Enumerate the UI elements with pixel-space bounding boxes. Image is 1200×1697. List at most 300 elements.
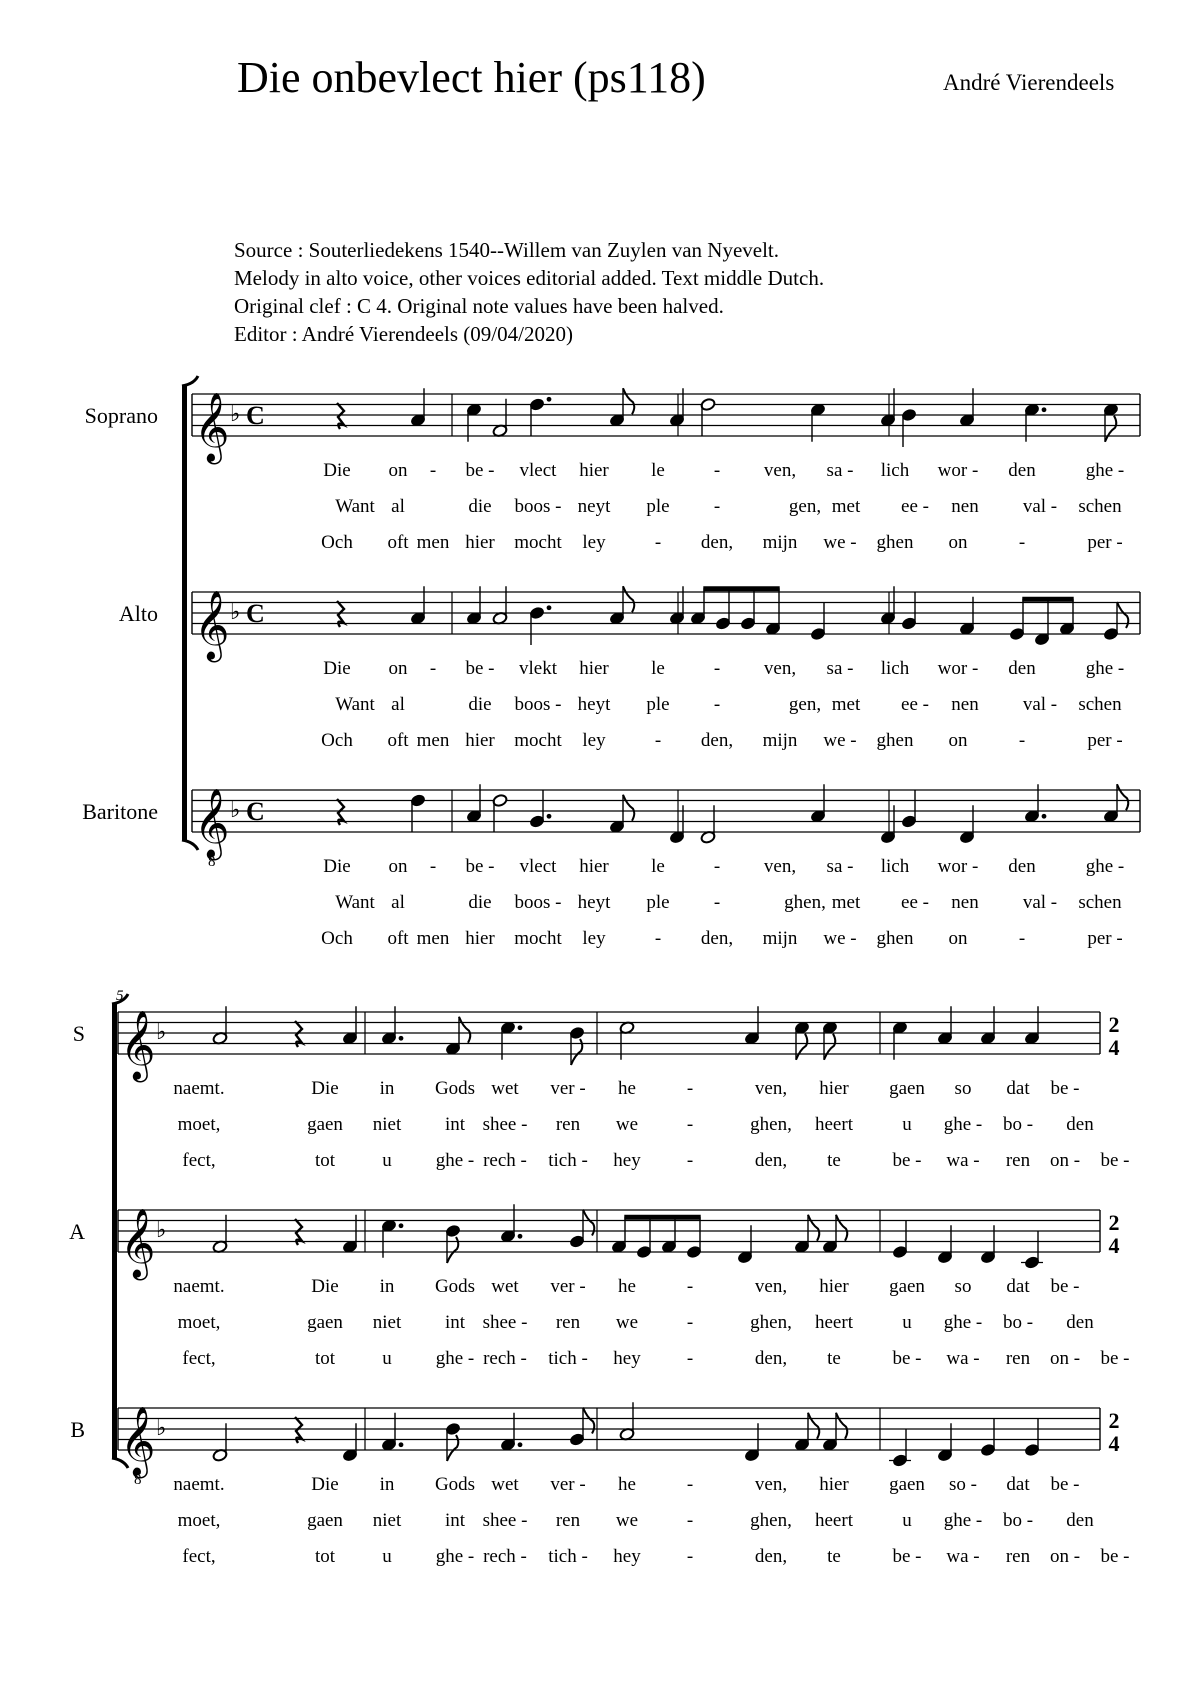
lyric-syllable: gaen [307, 1312, 343, 1333]
time-signature: C [246, 599, 265, 628]
lyric-syllable: rech - [483, 1348, 527, 1369]
clef-octave-mark: 8 [208, 854, 216, 870]
lyric-syllable: tich - [548, 1546, 588, 1567]
lyric-syllable: - [686, 1150, 694, 1171]
lyric-syllable: den, [754, 1546, 788, 1567]
lyric-syllable: gaen [307, 1114, 343, 1135]
voice-label: Alto [118, 601, 158, 626]
lyric-syllable: neyt [577, 496, 611, 517]
lyric-syllable: hier [579, 460, 609, 481]
lyric-syllable: vlect [519, 856, 557, 877]
lyric-syllable: ren [1005, 1546, 1031, 1567]
voice-label: Soprano [84, 403, 158, 428]
lyric-syllable: mijn [762, 730, 798, 751]
time-change-bottom: 4 [1108, 1431, 1120, 1456]
lyric-syllable: ley [582, 928, 606, 949]
lyric-syllable: wor - [937, 658, 979, 679]
lyric-syllable: ver - [550, 1474, 586, 1495]
lyric-syllable: val - [1022, 892, 1058, 913]
augmentation-dot [399, 1442, 404, 1447]
lyric-syllable: le [651, 856, 665, 877]
lyric-syllable: - [686, 1510, 694, 1531]
lyric-syllable: ghen, [750, 1312, 792, 1333]
augmentation-dot [399, 1223, 404, 1228]
lyric-syllable: Die [311, 1078, 339, 1099]
lyric-syllable: rech - [483, 1150, 527, 1171]
lyric-syllable: ren [1005, 1150, 1031, 1171]
lyric-syllable: ven, [763, 460, 797, 481]
lyric-syllable: Die [323, 658, 351, 679]
voice-label: A [69, 1219, 85, 1244]
lyric-syllable: naemt. [173, 1276, 225, 1297]
lyric-syllable: be - [1050, 1276, 1080, 1297]
eighth-flag [459, 1017, 470, 1043]
lyric-syllable: per - [1087, 928, 1123, 949]
lyric-syllable: gaen [889, 1276, 925, 1297]
lyric-syllable: we - [823, 928, 857, 949]
lyric-syllable: sa - [826, 460, 854, 481]
lyric-syllable: on - [1049, 1150, 1081, 1171]
lyric-syllable: naemt. [173, 1474, 225, 1495]
lyric-syllable: boos - [514, 496, 562, 517]
lyric-syllable: rech - [483, 1546, 527, 1567]
lyric-syllable: be - [465, 658, 495, 679]
lyric-syllable: hier [579, 658, 609, 679]
lyric-syllable: in [379, 1078, 395, 1099]
lyric-syllable: - [686, 1312, 694, 1333]
lyric-syllable: - [713, 856, 721, 877]
lyric-syllable: Want [335, 694, 375, 715]
lyric-syllable: gen, [788, 496, 822, 517]
lyric-syllable: per - [1087, 730, 1123, 751]
flat-sign: ♭ [230, 402, 241, 427]
eighth-flag [808, 1215, 819, 1241]
lyric-syllable: so [954, 1276, 972, 1297]
lyric-syllable: heyt [577, 892, 611, 913]
lyric-syllable: den [1066, 1114, 1094, 1135]
lyric-syllable: be - [1100, 1546, 1130, 1567]
voice-label: B [70, 1417, 85, 1442]
lyric-syllable: heyt [577, 694, 611, 715]
lyric-syllable: ghe - [1085, 856, 1125, 877]
beam [703, 586, 779, 591]
composer: André Vierendeels [943, 70, 1115, 95]
page-title: Die onbevlect hier (ps118) [237, 53, 706, 102]
lyric-syllable: int [444, 1114, 466, 1135]
lyric-syllable: oft [387, 730, 409, 751]
lyric-syllable: al [391, 892, 405, 913]
lyric-syllable: - [713, 892, 721, 913]
lyric-syllable: gen, [788, 694, 822, 715]
lyric-syllable: he [618, 1276, 636, 1297]
lyric-syllable: wet [491, 1474, 519, 1495]
lyric-syllable: int [444, 1312, 466, 1333]
lyric-syllable: - [654, 730, 662, 751]
lyric-syllable: fect, [182, 1348, 216, 1369]
lyric-syllable: ghen [876, 532, 914, 553]
lyric-syllable: - [686, 1474, 694, 1495]
lyric-syllable: he [618, 1474, 636, 1495]
lyric-syllable: - [686, 1078, 694, 1099]
lyric-syllable: den [1008, 658, 1036, 679]
flat-sign: ♭ [156, 1020, 167, 1045]
lyric-syllable: ee - [901, 496, 929, 517]
lyric-syllable: gaen [889, 1474, 925, 1495]
lyric-syllable: mocht [514, 532, 562, 553]
lyric-syllable: be - [892, 1348, 922, 1369]
lyric-syllable: on - [1049, 1546, 1081, 1567]
flat-sign: ♭ [156, 1416, 167, 1441]
lyric-syllable: tot [314, 1348, 336, 1369]
treble-clef-icon: 𝄞 [194, 590, 230, 660]
lyric-syllable: - [654, 532, 662, 553]
lyric-syllable: in [379, 1474, 395, 1495]
lyric-syllable: Die [323, 460, 351, 481]
lyric-syllable: den [1008, 856, 1036, 877]
lyric-syllable: Want [335, 496, 375, 517]
lyric-syllable: den [1008, 460, 1036, 481]
lyric-syllable: men [416, 532, 450, 553]
lyric-syllable: niet [372, 1510, 402, 1531]
flat-sign: ♭ [230, 798, 241, 823]
lyric-syllable: ple [646, 694, 670, 715]
lyric-syllable: ven, [754, 1474, 788, 1495]
lyric-syllable: hier [819, 1276, 849, 1297]
lyric-syllable: den, [700, 730, 734, 751]
lyric-syllable: - [654, 928, 662, 949]
lyric-syllable: ren [555, 1114, 581, 1135]
lyric-syllable: u [902, 1312, 912, 1333]
lyric-syllable: Want [335, 892, 375, 913]
source-note-line: Editor : André Vierendeels (09/04/2020) [234, 322, 573, 346]
augmentation-dot [518, 1025, 523, 1030]
lyric-syllable: Och [321, 928, 353, 949]
lyric-syllable: - [1018, 928, 1026, 949]
augmentation-dot [547, 814, 552, 819]
lyric-syllable: Och [321, 532, 353, 553]
eighth-flag [1117, 784, 1128, 810]
lyric-syllable: ren [555, 1510, 581, 1531]
lyric-syllable: - [429, 658, 437, 679]
lyric-syllable: ley [582, 532, 606, 553]
lyric-syllable: so - [949, 1474, 977, 1495]
lyric-syllable: Gods [434, 1276, 476, 1297]
lyric-syllable: heert [815, 1114, 853, 1135]
lyric-syllable: Die [311, 1276, 339, 1297]
lyric-syllable: shee - [482, 1114, 528, 1135]
time-signature: C [246, 401, 265, 430]
lyric-syllable: ghe - [1085, 460, 1125, 481]
lyric-syllable: vlekt [519, 658, 557, 679]
lyric-syllable: - [713, 460, 721, 481]
lyric-syllable: wa - [946, 1546, 980, 1567]
lyric-syllable: sa - [826, 856, 854, 877]
lyric-syllable: Och [321, 730, 353, 751]
lyric-syllable: be - [892, 1150, 922, 1171]
lyric-syllable: sa - [826, 658, 854, 679]
lyric-syllable: ee - [901, 694, 929, 715]
lyric-syllable: u [382, 1546, 392, 1567]
lyric-syllable: schen [1078, 496, 1122, 517]
source-note-line: Melody in alto voice, other voices editorial added. Text middle Dutch. [234, 266, 825, 290]
lyric-syllable: on [948, 928, 968, 949]
lyric-syllable: fect, [182, 1150, 216, 1171]
eighth-flag [824, 1034, 835, 1060]
lyric-syllable: vlect [519, 460, 557, 481]
flat-sign: ♭ [156, 1218, 167, 1243]
lyric-syllable: ren [555, 1312, 581, 1333]
lyric-syllable: men [416, 730, 450, 751]
augmentation-dot [1042, 814, 1047, 819]
lyric-syllable: dat [1006, 1474, 1030, 1495]
treble-clef-icon: 𝄞 [194, 788, 230, 858]
lyric-syllable: u [902, 1114, 912, 1135]
lyric-syllable: lich [880, 658, 910, 679]
measure-number: 5 [116, 988, 124, 1004]
lyric-syllable: naemt. [173, 1078, 225, 1099]
lyric-syllable: oft [387, 532, 409, 553]
system-bracket [112, 1004, 117, 1458]
eighth-flag [808, 1413, 819, 1439]
lyric-syllable: on [948, 532, 968, 553]
lyric-syllable: mocht [514, 928, 562, 949]
lyric-syllable: gaen [307, 1510, 343, 1531]
lyric-syllable: u [382, 1348, 392, 1369]
lyric-syllable: on [948, 730, 968, 751]
lyric-syllable: int [444, 1510, 466, 1531]
lyric-syllable: lich [880, 856, 910, 877]
lyric-syllable: - [713, 694, 721, 715]
lyric-syllable: boos - [514, 694, 562, 715]
lyric-syllable: on [388, 658, 408, 679]
lyric-syllable: fect, [182, 1546, 216, 1567]
lyric-syllable: met [831, 694, 861, 715]
lyric-syllable: on [388, 460, 408, 481]
augmentation-dot [518, 1442, 523, 1447]
lyric-syllable: ven, [763, 658, 797, 679]
lyric-syllable: wor - [937, 460, 979, 481]
eighth-flag [623, 795, 634, 821]
lyric-syllable: le [651, 460, 665, 481]
lyric-syllable: u [382, 1150, 392, 1171]
lyric-syllable: bo - [1002, 1510, 1034, 1531]
time-change-top: 2 [1108, 1012, 1120, 1037]
lyric-syllable: be - [1100, 1348, 1130, 1369]
lyric-syllable: dat [1006, 1276, 1030, 1297]
lyric-syllable: schen [1078, 694, 1122, 715]
treble-clef-icon: 𝄞 [120, 1010, 156, 1080]
lyric-syllable: ven, [754, 1078, 788, 1099]
lyric-syllable: ghen [876, 730, 914, 751]
lyric-syllable: Gods [434, 1474, 476, 1495]
lyric-syllable: te [827, 1150, 841, 1171]
lyric-syllable: ghe - [943, 1510, 983, 1531]
lyric-syllable: - [713, 658, 721, 679]
lyric-syllable: bo - [1002, 1114, 1034, 1135]
eighth-flag [623, 388, 634, 414]
lyric-syllable: al [391, 496, 405, 517]
lyric-syllable: we [615, 1114, 639, 1135]
eighth-flag [836, 1215, 847, 1241]
lyric-syllable: val - [1022, 496, 1058, 517]
lyric-syllable: so [954, 1078, 972, 1099]
augmentation-dot [518, 1234, 523, 1239]
lyric-syllable: die [468, 892, 492, 913]
augmentation-dot [547, 605, 552, 610]
lyric-syllable: ven, [763, 856, 797, 877]
flat-sign: ♭ [230, 600, 241, 625]
lyric-syllable: be - [465, 856, 495, 877]
lyric-syllable: nen [951, 496, 979, 517]
beam [624, 1215, 700, 1220]
lyric-syllable: hier [819, 1078, 849, 1099]
time-change-top: 2 [1108, 1408, 1120, 1433]
lyric-syllable: moet, [177, 1312, 221, 1333]
lyric-syllable: wet [491, 1078, 519, 1099]
lyric-syllable: we [615, 1510, 639, 1531]
lyric-syllable: schen [1078, 892, 1122, 913]
lyric-syllable: men [416, 928, 450, 949]
lyric-syllable: heert [815, 1312, 853, 1333]
lyric-syllable: hier [465, 928, 495, 949]
lyric-syllable: ver - [550, 1078, 586, 1099]
lyric-syllable: ver - [550, 1276, 586, 1297]
lyric-syllable: die [468, 496, 492, 517]
lyric-syllable: nen [951, 892, 979, 913]
lyric-syllable: met [831, 892, 861, 913]
eighth-flag [836, 1413, 847, 1439]
lyric-syllable: wa - [946, 1150, 980, 1171]
lyric-syllable: u [902, 1510, 912, 1531]
lyric-syllable: ghe - [435, 1150, 475, 1171]
lyric-syllable: - [1018, 730, 1026, 751]
time-change-top: 2 [1108, 1210, 1120, 1235]
lyric-syllable: we - [823, 532, 857, 553]
lyric-syllable: den [1066, 1510, 1094, 1531]
lyric-syllable: hey [613, 1546, 641, 1567]
lyric-syllable: be - [1100, 1150, 1130, 1171]
lyric-syllable: he [618, 1078, 636, 1099]
lyric-syllable: tich - [548, 1150, 588, 1171]
lyric-syllable: - [686, 1348, 694, 1369]
lyric-syllable: den, [754, 1348, 788, 1369]
lyric-syllable: den, [700, 928, 734, 949]
augmentation-dot [399, 1036, 404, 1041]
lyric-syllable: be - [1050, 1078, 1080, 1099]
source-note-line: Original clef : C 4. Original note values have been halved. [234, 294, 724, 318]
lyric-syllable: tich - [548, 1348, 588, 1369]
lyric-syllable: ghen, [784, 892, 826, 913]
lyric-syllable: ple [646, 496, 670, 517]
lyric-syllable: met [831, 496, 861, 517]
lyric-syllable: mocht [514, 730, 562, 751]
eighth-flag [796, 1034, 807, 1060]
lyric-syllable: ven, [754, 1276, 788, 1297]
lyric-syllable: on - [1049, 1348, 1081, 1369]
lyric-syllable: al [391, 694, 405, 715]
lyric-syllable: Die [311, 1474, 339, 1495]
lyric-syllable: ghe - [435, 1546, 475, 1567]
augmentation-dot [1042, 407, 1047, 412]
lyric-syllable: on [388, 856, 408, 877]
treble-clef-icon: 𝄞 [194, 392, 230, 462]
lyric-syllable: lich [880, 460, 910, 481]
lyric-syllable: moet, [177, 1510, 221, 1531]
voice-label: Baritone [82, 799, 158, 824]
treble-clef-icon: 𝄞 [120, 1406, 156, 1476]
lyric-syllable: val - [1022, 694, 1058, 715]
lyric-syllable: hier [465, 532, 495, 553]
lyric-syllable: bo - [1002, 1312, 1034, 1333]
lyric-syllable: le [651, 658, 665, 679]
lyric-syllable: wa - [946, 1348, 980, 1369]
lyric-syllable: die [468, 694, 492, 715]
lyric-syllable: ghen [876, 928, 914, 949]
lyric-syllable: be - [465, 460, 495, 481]
lyric-syllable: ghe - [1085, 658, 1125, 679]
lyric-syllable: heert [815, 1510, 853, 1531]
lyric-syllable: ghe - [943, 1114, 983, 1135]
lyric-syllable: - [686, 1114, 694, 1135]
lyric-syllable: te [827, 1546, 841, 1567]
lyric-syllable: Gods [434, 1078, 476, 1099]
lyric-syllable: - [429, 460, 437, 481]
lyric-syllable: hier [465, 730, 495, 751]
lyric-syllable: per - [1087, 532, 1123, 553]
lyric-syllable: hey [613, 1150, 641, 1171]
lyric-syllable: - [686, 1276, 694, 1297]
voice-label: S [72, 1021, 85, 1046]
lyric-syllable: hey [613, 1348, 641, 1369]
lyric-syllable: moet, [177, 1114, 221, 1135]
eighth-flag [1105, 416, 1116, 442]
lyric-syllable: ghen, [750, 1510, 792, 1531]
lyric-syllable: in [379, 1276, 395, 1297]
time-change-bottom: 4 [1108, 1233, 1120, 1258]
lyric-syllable: - [429, 856, 437, 877]
lyric-syllable: be - [892, 1546, 922, 1567]
lyric-syllable: we - [823, 730, 857, 751]
lyric-syllable: hier [579, 856, 609, 877]
lyric-syllable: te [827, 1348, 841, 1369]
lyric-syllable: shee - [482, 1510, 528, 1531]
lyric-syllable: oft [387, 928, 409, 949]
lyric-syllable: hier [819, 1474, 849, 1495]
treble-clef-icon: 𝄞 [120, 1208, 156, 1278]
lyric-syllable: boos - [514, 892, 562, 913]
lyric-syllable: ee - [901, 892, 929, 913]
lyric-syllable: niet [372, 1312, 402, 1333]
lyric-syllable: den, [754, 1150, 788, 1171]
lyric-syllable: den, [700, 532, 734, 553]
lyric-syllable: ghe - [435, 1348, 475, 1369]
time-signature: C [246, 797, 265, 826]
lyric-syllable: - [1018, 532, 1026, 553]
bracket-hook-top [182, 376, 198, 386]
augmentation-dot [547, 397, 552, 402]
time-change-bottom: 4 [1108, 1035, 1120, 1060]
lyric-syllable: - [713, 496, 721, 517]
lyric-syllable: Die [323, 856, 351, 877]
lyric-syllable: mijn [762, 532, 798, 553]
lyric-syllable: tot [314, 1546, 336, 1567]
lyric-syllable: dat [1006, 1078, 1030, 1099]
lyric-syllable: ple [646, 892, 670, 913]
lyric-syllable: we [615, 1312, 639, 1333]
lyric-syllable: ley [582, 730, 606, 751]
beam [1022, 597, 1073, 602]
lyric-syllable: wet [491, 1276, 519, 1297]
